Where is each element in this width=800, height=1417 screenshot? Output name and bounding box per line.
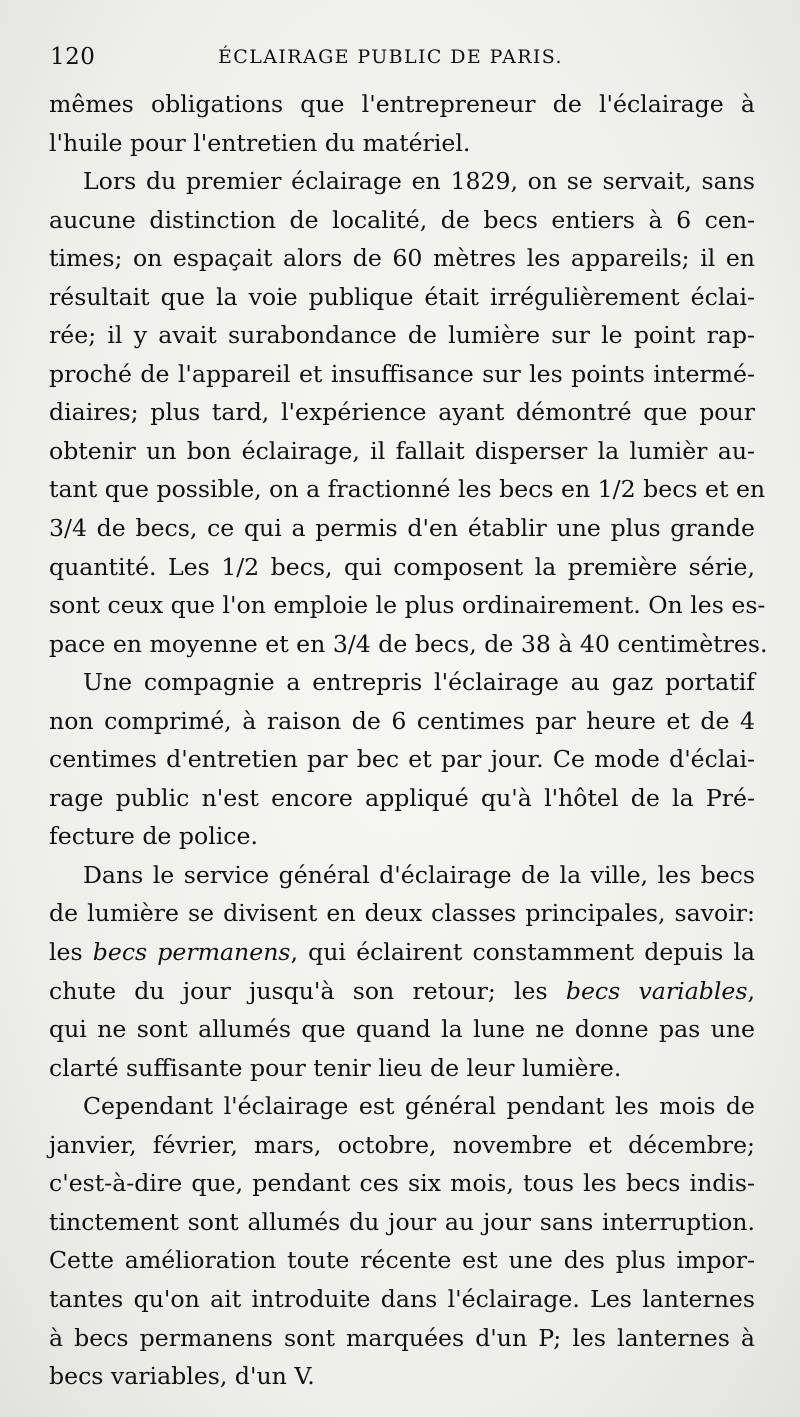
text-line: Cette amélioration toute récente est une des plus impor- bbox=[49, 1246, 755, 1275]
text-fragment: les bbox=[49, 938, 93, 967]
body-text bbox=[49, 85, 768, 1396]
page-number: 120 bbox=[50, 44, 96, 70]
running-title: ÉCLAIRAGE PUBLIC DE PARIS. bbox=[218, 46, 563, 68]
text-line: c'est-à-dire que, pendant ces six mois, tous les becs indis- bbox=[49, 1169, 755, 1198]
text-line: proché de l'appareil et insuffisance sur les points intermé- bbox=[49, 359, 755, 388]
text-line bbox=[49, 933, 755, 972]
text-line: fecture de police. bbox=[49, 822, 258, 851]
text-line: clarté suffisante pour tenir lieu de leur lumière. bbox=[49, 1053, 622, 1082]
text-line: aucune distinction de localité, de becs entiers à 6 cen- bbox=[49, 205, 755, 234]
text-line: diaires; plus tard, l'expérience ayant démontré que pour bbox=[49, 398, 755, 427]
text-line: à becs permanens sont marquées d'un P; les lanternes à bbox=[49, 1323, 755, 1352]
text-line: Dans le service général d'éclairage de la ville, les becs bbox=[83, 860, 755, 889]
italic-term: becs variables bbox=[565, 976, 748, 1005]
text-line: becs variables, d'un V. bbox=[49, 1362, 315, 1391]
page-header bbox=[46, 40, 786, 80]
text-line: rée; il y avait surabondance de lumière sur le point rap- bbox=[49, 321, 755, 350]
text-line: tant que possible, on a fractionné les becs en 1/2 becs et en bbox=[49, 475, 766, 504]
text-line: mêmes obligations que l'entrepreneur de l'éclairage à bbox=[49, 90, 755, 118]
text-line: Lors du premier éclairage en 1829, on se servait, sans bbox=[83, 167, 755, 196]
text-line: 3/4 de becs, ce qui a permis d'en établir une plus grande bbox=[49, 514, 755, 543]
text-line: janvier, février, mars, octobre, novembre et décembre; bbox=[49, 1130, 755, 1159]
text-fragment: , bbox=[747, 976, 755, 1005]
text-line: centimes d'entretien par bec et par jour. Ce mode d'éclai- bbox=[49, 745, 755, 774]
text-line: non comprimé, à raison de 6 centimes par heure et de 4 bbox=[49, 706, 755, 735]
text-line: sont ceux que l'on emploie le plus ordinairement. On les es- bbox=[49, 591, 766, 620]
text-line: rage public n'est encore appliqué qu'à l'hôtel de la Pré- bbox=[49, 783, 755, 812]
text-line: tantes qu'on ait introduite dans l'éclairage. Les lanternes bbox=[49, 1284, 755, 1313]
text-fragment: , qui éclairent constamment depuis la bbox=[290, 938, 755, 967]
text-fragment: chute du jour jusqu'à son retour; les bbox=[49, 976, 566, 1005]
text-line: Cependant l'éclairage est général pendant les mois de bbox=[83, 1092, 755, 1121]
text-line: résultait que la voie publique était irrégulièrement éclai- bbox=[49, 282, 755, 311]
text-line: Une compagnie a entrepris l'éclairage au gaz portatif bbox=[83, 668, 755, 697]
text-line: qui ne sont allumés que quand la lune ne donne pas une bbox=[49, 1015, 755, 1044]
text-line: quantité. Les 1/2 becs, qui composent la première série, bbox=[49, 552, 755, 581]
text-line bbox=[49, 972, 755, 1011]
italic-term: becs permanens bbox=[92, 938, 291, 967]
text-line: l'huile pour l'entretien du matériel. bbox=[49, 128, 471, 157]
text-line: times; on espaçait alors de 60 mètres les appareils; il en bbox=[49, 244, 755, 273]
text-line: de lumière se divisent en deux classes principales, savoir: bbox=[49, 899, 755, 928]
text-line: obtenir un bon éclairage, il fallait disperser la lumièr au- bbox=[49, 436, 755, 465]
text-line: pace en moyenne et en 3/4 de becs, de 38 à 40 centimètres. bbox=[49, 629, 768, 658]
text-line: tinctement sont allumés du jour au jour sans interruption. bbox=[49, 1207, 755, 1236]
